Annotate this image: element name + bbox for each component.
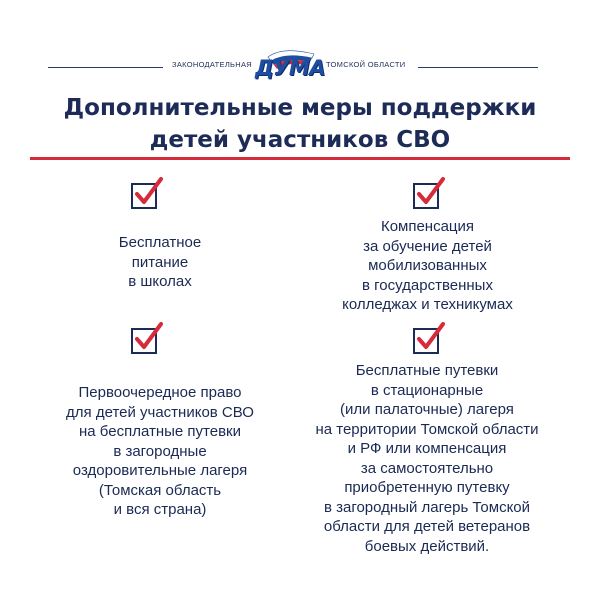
title-line-2: детей участников СВО	[149, 127, 451, 153]
item-3-line: на бесплатные путевки	[79, 423, 241, 440]
item-4-line: области для детей ветеранов	[323, 518, 531, 535]
item-3-line: и вся страна)	[113, 501, 207, 518]
item-3-line: Первоочередное право	[78, 384, 242, 401]
item-3-text	[30, 383, 290, 520]
header-right-text: ТОМСКОЙ ОБЛАСТИ	[326, 60, 406, 69]
title-line-1: Дополнительные меры поддержки	[63, 95, 537, 121]
item-1-text	[60, 233, 260, 292]
item-1-line: в школах	[128, 273, 192, 290]
item-3-line: в загородные	[113, 442, 207, 460]
duma-logo	[254, 48, 326, 82]
item-2-line: колледжах и техникумах	[342, 296, 513, 313]
item-3-line: для детей участников СВО	[66, 403, 254, 421]
logo-text: ДУМА	[254, 56, 326, 80]
item-2-line: в государственных	[362, 276, 493, 294]
item-4-line: за самостоятельно	[360, 459, 494, 477]
item-4-line: в стационарные	[370, 381, 484, 399]
checkbox-checked-icon	[130, 321, 164, 355]
item-3-line: оздоровительные лагеря	[72, 462, 248, 479]
header-left-text: ЗАКОНОДАТЕЛЬНАЯ	[172, 60, 252, 69]
item-3-line: (Томская область	[98, 481, 222, 499]
item-4-line: Бесплатные путевки	[355, 362, 499, 379]
checkbox-checked-icon	[412, 321, 446, 355]
checkbox-checked-icon	[130, 176, 164, 210]
item-4-line: на территории Томской области	[315, 420, 539, 438]
item-4-line: боевых действий.	[364, 537, 490, 555]
header	[0, 48, 600, 88]
title-underline	[30, 157, 570, 160]
item-2-line: Компенсация	[380, 218, 475, 235]
item-1-line: Бесплатное	[118, 234, 202, 251]
page-title	[0, 92, 600, 156]
header-divider-left	[48, 67, 163, 68]
item-2-line: мобилизованных	[368, 257, 487, 274]
item-4-line: и РФ или компенсация	[347, 440, 507, 457]
item-2-line: за обучение детей	[363, 237, 492, 255]
item-4-line: (или палаточные) лагеря	[340, 401, 514, 418]
checkbox-checked-icon	[412, 176, 446, 210]
item-1-line: питание	[131, 253, 189, 271]
item-4-text	[282, 361, 572, 556]
header-divider-right	[418, 67, 538, 68]
item-4-line: приобретенную путевку	[344, 479, 510, 496]
item-2-text	[300, 217, 555, 315]
item-4-line: в загородный лагерь Томской	[323, 498, 531, 516]
